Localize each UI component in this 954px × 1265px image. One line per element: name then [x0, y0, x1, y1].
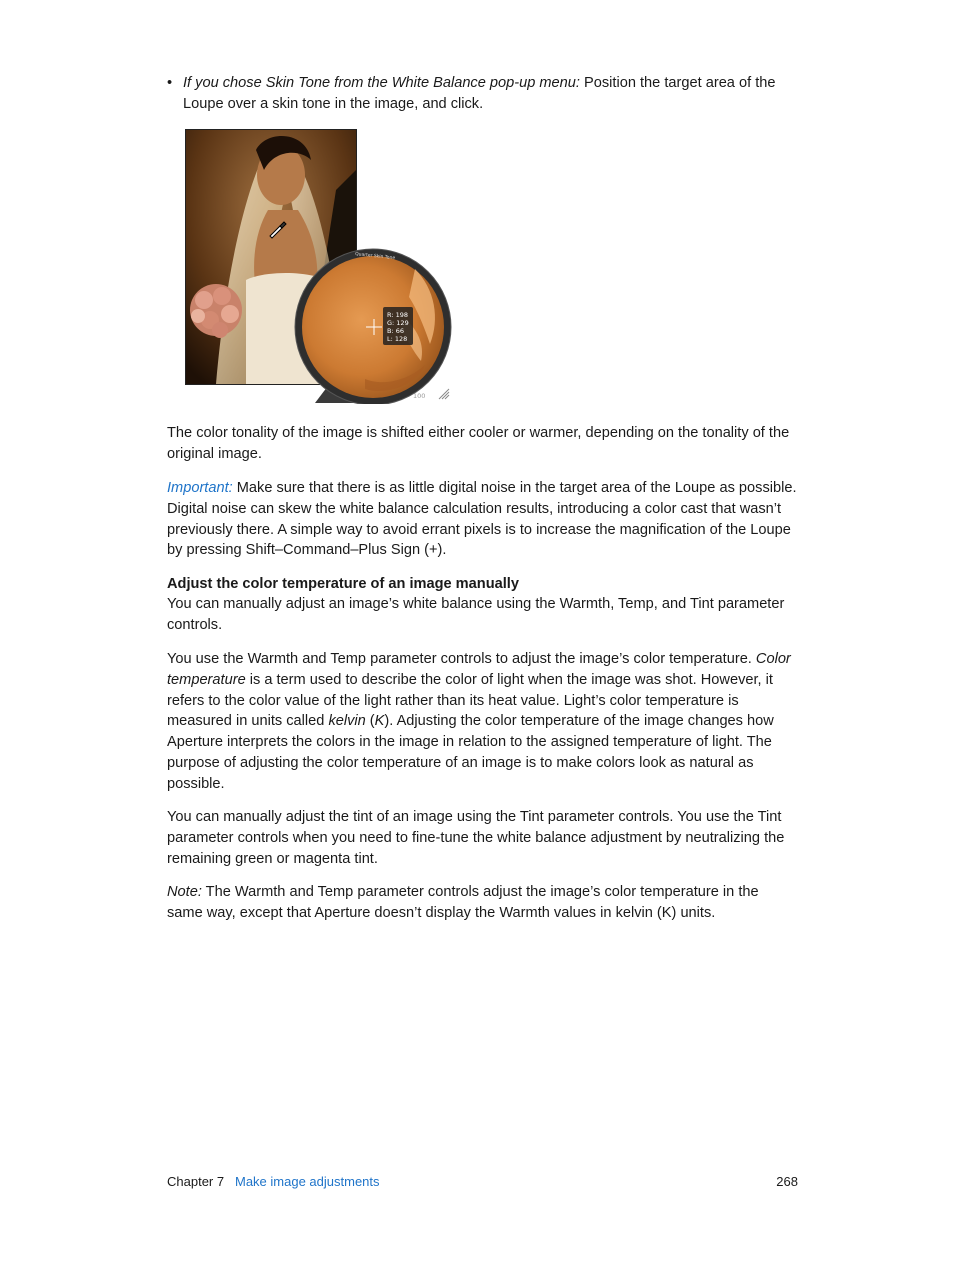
term-color-temperature: Color temperature — [167, 651, 791, 688]
note-paragraph — [167, 882, 797, 924]
readout-l: L: 128 — [387, 335, 408, 343]
footer-page-number: 268 — [776, 1174, 798, 1189]
readout-r: R: 198 — [387, 311, 408, 319]
loupe-figure — [185, 129, 455, 404]
bullet-text — [183, 73, 783, 115]
readout-b: B: 66 — [387, 327, 404, 335]
footer-chapter-link[interactable]: Make image adjustments — [235, 1174, 380, 1189]
loupe-overlay[interactable] — [185, 129, 455, 404]
loupe-magnification[interactable]: 100 — [413, 392, 426, 400]
p3-part-a: You use the Warmth and Temp parameter controls to adjust the image’s color temperature. — [167, 651, 756, 667]
important-text: Make sure that there is as little digital noise in the target area of the Loupe as possible. Digital noise can skew the white balance calculation results, introducing a color cast that wasn’t previously there. A simple way to avoid errant pixels is to increase the magnification of the Loupe by pressing Shift–Command–Plus Sign (+). — [167, 480, 797, 559]
readout-g: G: 129 — [387, 319, 409, 327]
section-heading: Adjust the color temperature of an image manually — [167, 576, 519, 592]
note-label: Note: — [167, 884, 202, 900]
important-paragraph — [167, 478, 797, 561]
note-text: The Warmth and Temp parameter controls adjust the image’s color temperature in the same way, except that Aperture doesn’t display the Warmth values in kelvin (K) units. — [167, 884, 759, 921]
p3-part-b: is a term used to describe the color of light when the image was shot. However, it refers to the color value of the light rather than its heat value. Light’s color temperature is measured in units called — [167, 671, 773, 730]
resize-handle-icon[interactable] — [439, 389, 449, 399]
term-k: K — [374, 713, 385, 730]
term-kelvin: kelvin — [328, 713, 366, 730]
bullet-rest: Position the target area of the Loupe over a skin tone in the image, and click. — [183, 75, 776, 112]
p3-part-d: ). Adjusting the color temperature of the image changes how Aperture interprets the colors in the image in relation to the assigned temperature of light. The purpose of adjusting the color temperature of an image is to make colors look as natural as possible. — [167, 713, 774, 792]
footer-chapter: Chapter 7 — [167, 1174, 225, 1189]
loupe-mode-label[interactable]: Quarter Skin Tone — [354, 252, 396, 262]
bullet-lead: If you chose Skin Tone from the White Balance pop-up menu: — [183, 75, 580, 91]
paragraph-tint: You can manually adjust the tint of an image using the Tint parameter controls. You use the Tint parameter controls when you need to fine-tune the white balance adjustment by neutralizing the remaining green or magenta tint. — [167, 809, 785, 867]
bullet-marker: • — [167, 75, 173, 91]
p3-part-c: ( — [365, 713, 375, 730]
paragraph-color-temperature — [167, 649, 797, 795]
important-label: Important: — [167, 480, 233, 496]
paragraph-tonality: The color tonality of the image is shifted either cooler or warmer, depending on the tonality of the original image. — [167, 425, 790, 462]
page-footer — [167, 1172, 798, 1192]
paragraph-manual-adjust: You can manually adjust an image’s white balance using the Warmth, Temp, and Tint parameter controls. — [167, 596, 785, 633]
